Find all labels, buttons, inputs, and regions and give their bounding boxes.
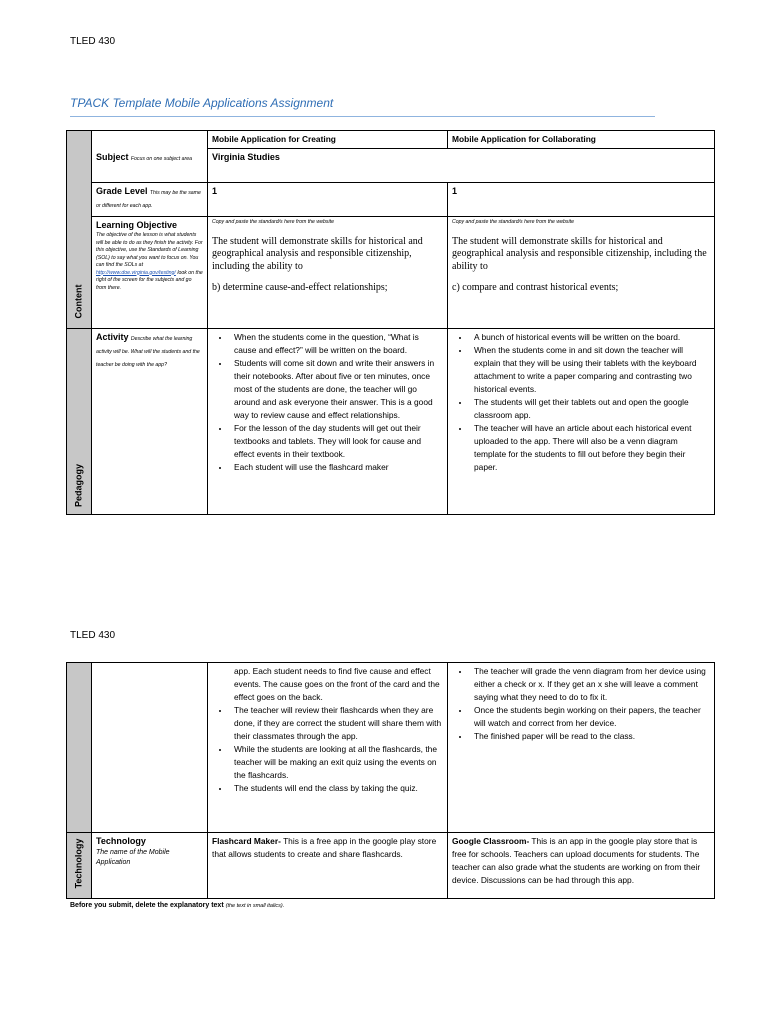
objective-statement: The student will demonstrate skills for historical and geographical analysis and responsible citizenship, including the ability to (452, 235, 707, 272)
creating-app-description: This is a free app in the google play store that allows students to create and share flashcards. (212, 836, 437, 859)
grade-label: Grade Level (96, 186, 148, 196)
objective-label-cell (92, 217, 208, 329)
objective-hint-text-2: look on the right of the screen for the subjects and go from there. (96, 269, 203, 291)
activity-creating-cell (208, 329, 448, 515)
list-item: • The teacher will review their flashcards when they are done, if they are correct the student will share them with their classmates through the app. (230, 704, 443, 743)
objective-label: Learning Objective (96, 220, 178, 230)
content-side-label: Content (73, 284, 84, 319)
list-item: • Each student will use the flashcard maker (230, 461, 443, 474)
objective-collaborating-item: c) compare and contrast historical events; (452, 282, 619, 293)
activity-hint: Describe what the learning activity will be. What will the students and the teacher be doing with the app? (96, 336, 200, 368)
collaborating-app-description: This is an app in the google play store that is free for schools. Teachers can upload documents for students. The teacher can also grade what the students are working on from their device. Discussions can be had through this app. (452, 836, 701, 885)
list-item: • For the lesson of the day students will get out their textbooks and tablets. They will look for cause and effect events in their textbook. (230, 422, 443, 461)
footnote-hint: (the text in small italics). (225, 903, 285, 909)
subject-value: Virginia Studies (212, 152, 280, 162)
technology-side-label: Technology (73, 838, 84, 889)
list-item: • The students will end the class by taking the quiz. (230, 782, 443, 795)
list-item: • While the students are looking at all the flashcards, the teacher will be making an exit quiz using the events on the flashcards. (230, 743, 443, 782)
technology-hint: The name of the Mobile Application (96, 849, 170, 866)
activity-continued-label-cell (92, 663, 208, 833)
sol-link[interactable]: http://www.doe.virginia.gov/testing/ (96, 269, 176, 276)
subject-hint: Focus on one subject area (130, 155, 192, 162)
technology-label: Technology (96, 836, 146, 846)
list-item: • The teacher will have an article about each historical event uploaded to the app. There will also be a venn diagram template for the students to fill out before they begin their paper. (470, 422, 710, 474)
footnote-main: Before you submit, delete the explanatory text (70, 902, 224, 909)
list-item: • Once the students begin working on their papers, the teacher will watch and correct from her device. (470, 704, 710, 730)
objective-creating-item: b) determine cause-and-effect relationships; (212, 282, 388, 293)
technology-side-cell (67, 833, 92, 899)
page-header: TLED 430 (70, 630, 116, 641)
document-title: TPACK Template Mobile Applications Assignment (70, 96, 334, 110)
activity-label-cell (92, 329, 208, 515)
technology-label-cell (92, 833, 208, 899)
objective-statement: The student will demonstrate skills for historical and geographical analysis and responsible citizenship, including the ability to (212, 235, 423, 272)
technology-collaborating-cell (448, 833, 715, 899)
grade-creating-cell (208, 183, 448, 217)
grade-creating-value: 1 (212, 186, 218, 196)
copy-note: Copy and paste the standard/s here from the website (452, 219, 574, 225)
objective-hint-text: The objective of the lesson is what students will be able to do as they finish the activity. For this objective, use the Standards of Learning (SOL) to say what you want to focus on. You can find the SOLs at (96, 232, 203, 268)
subject-value-cell (208, 149, 715, 183)
pedagogy-side-label: Pedagogy (73, 463, 84, 508)
activity-creating-list (212, 331, 443, 474)
activity-collaborating-list-continued (452, 665, 710, 743)
creating-app-name: Flashcard Maker- (212, 836, 281, 846)
copy-note: Copy and paste the standard/s here from the website (212, 219, 334, 225)
technology-creating-cell (208, 833, 448, 899)
activity-collaborating-cell (448, 329, 715, 515)
col-header-creating: Mobile Application for Creating (208, 131, 448, 149)
submission-footnote (70, 902, 284, 909)
list-item: • The students will get their tablets out and open the google classroom app. (470, 396, 710, 422)
activity-creating-list-continued (212, 704, 443, 795)
activity-creating-continued-cell (208, 663, 448, 833)
grade-label-cell (92, 183, 208, 217)
list-item: • When the students come in and sit down the teacher will explain that they will be using their tablets with the keyboard attachment to write a paper comparing and contrasting two historical events. (470, 344, 710, 396)
objective-hint (96, 232, 203, 292)
grade-collaborating-value: 1 (452, 186, 458, 196)
activity-collaborating-continued-cell (448, 663, 715, 833)
list-item: • The teacher will grade the venn diagram from her device using either a check or x. If they get an x she will leave a comment saying what they need to do to fix it. (470, 665, 710, 704)
subject-label-cell (92, 149, 208, 183)
list-item: • Students will come sit down and write their answers in their notebooks. After about five or ten minutes, once most of the students are done, the teacher will go around and ask everyone their answer. This is a good way to review cause and effect relationships. (230, 357, 443, 422)
objective-collaborating-cell (448, 217, 715, 329)
col-header-collaborating: Mobile Application for Collaborating (448, 131, 715, 149)
list-item: • The finished paper will be read to the class. (470, 730, 710, 743)
list-item: • When the students come in the question, “What is cause and effect?” will be written on the board. (230, 331, 443, 357)
collaborating-app-name: Google Classroom- (452, 836, 530, 846)
header-blank-cell (92, 131, 208, 149)
activity-collaborating-list (452, 331, 710, 474)
activity-label: Activity (96, 332, 129, 342)
tpack-table-page1 (66, 130, 715, 515)
tpack-table-page2 (66, 662, 715, 899)
pedagogy-side-cell (67, 329, 92, 515)
grade-collaborating-cell (448, 183, 715, 217)
title-divider (70, 116, 655, 117)
activity-creating-continuation: app. Each student needs to find five cause and effect events. The cause goes on the front of the card and the effect goes on the back. (234, 666, 440, 702)
objective-creating-cell (208, 217, 448, 329)
page-header: TLED 430 (70, 36, 116, 47)
pedagogy-continued-side-cell (67, 663, 92, 833)
list-item: • A bunch of historical events will be written on the board. (470, 331, 710, 344)
grade-hint: This may be the same or different for each app. (96, 190, 201, 209)
content-side-cell (67, 131, 92, 329)
subject-label: Subject (96, 151, 129, 162)
